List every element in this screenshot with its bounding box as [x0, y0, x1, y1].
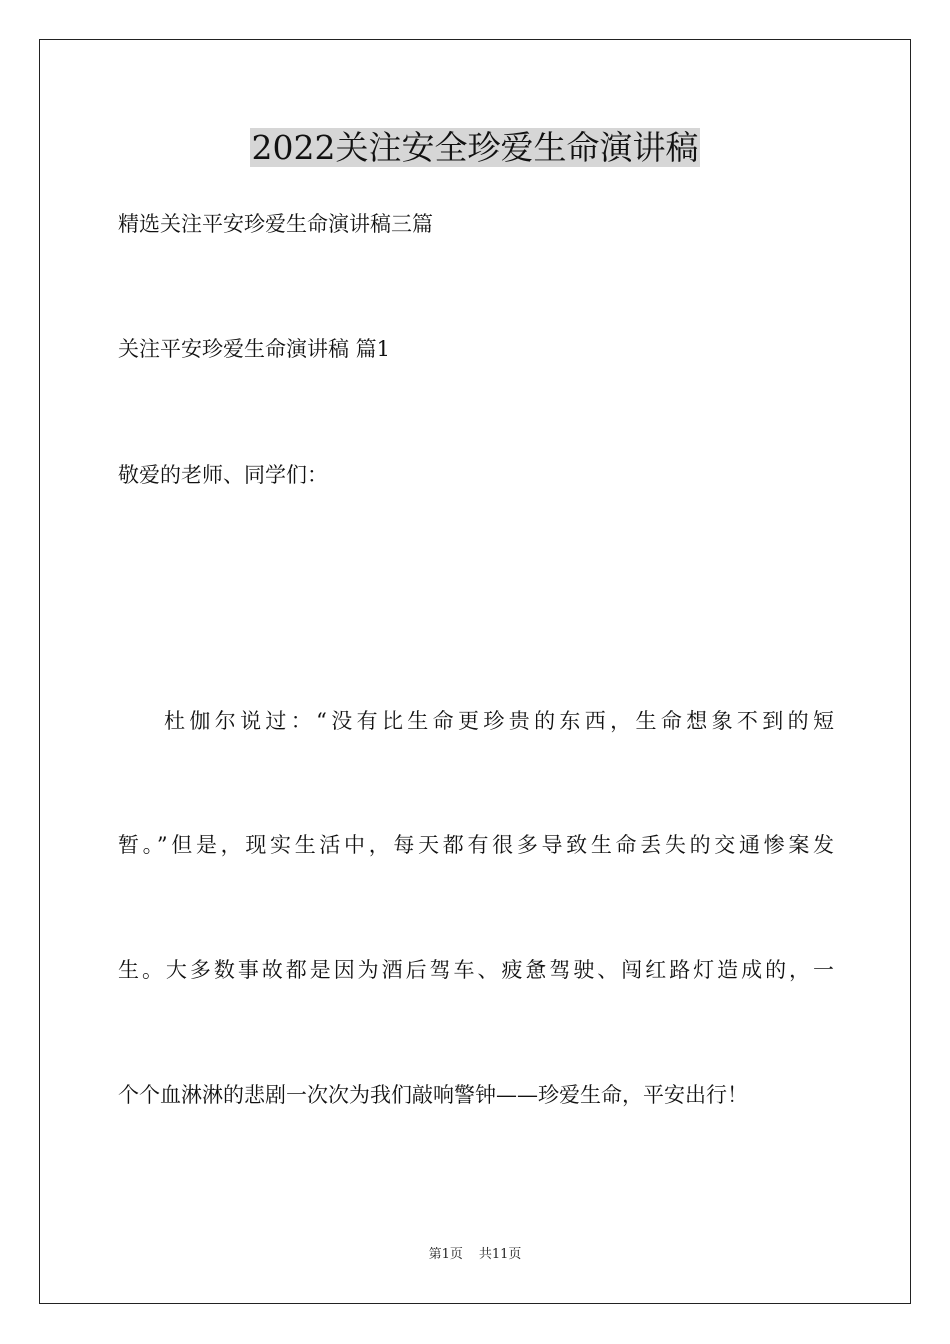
page-footer: [0, 1246, 950, 1264]
page-number: 第1页: [428, 1247, 463, 1262]
document-title: [0, 125, 950, 171]
body-text-line: 暂。”但是，现实生活中，每天都有很多导致生命丢失的交通惨案发: [118, 833, 834, 857]
document-subtitle: 精选关注平安珍爱生命演讲稿三篇: [118, 212, 433, 236]
body-text-line: 个个血淋淋的悲剧一次次为我们敲响警钟——珍爱生命，平安出行！: [118, 1083, 748, 1107]
section-heading: 关注平安珍爱生命演讲稿 篇1: [118, 337, 391, 361]
body-text-line: 杜伽尔说过：“没有比生命更珍贵的东西，生命想象不到的短: [164, 709, 834, 733]
page-total: 共11页: [478, 1247, 522, 1262]
document-title-text: 2022关注安全珍爱生命演讲稿: [251, 128, 699, 167]
greeting-line: 敬爱的老师、同学们：: [118, 463, 328, 487]
body-text-line: 生。大多数事故都是因为酒后驾车、疲惫驾驶、闯红路灯造成的，一: [118, 958, 834, 982]
